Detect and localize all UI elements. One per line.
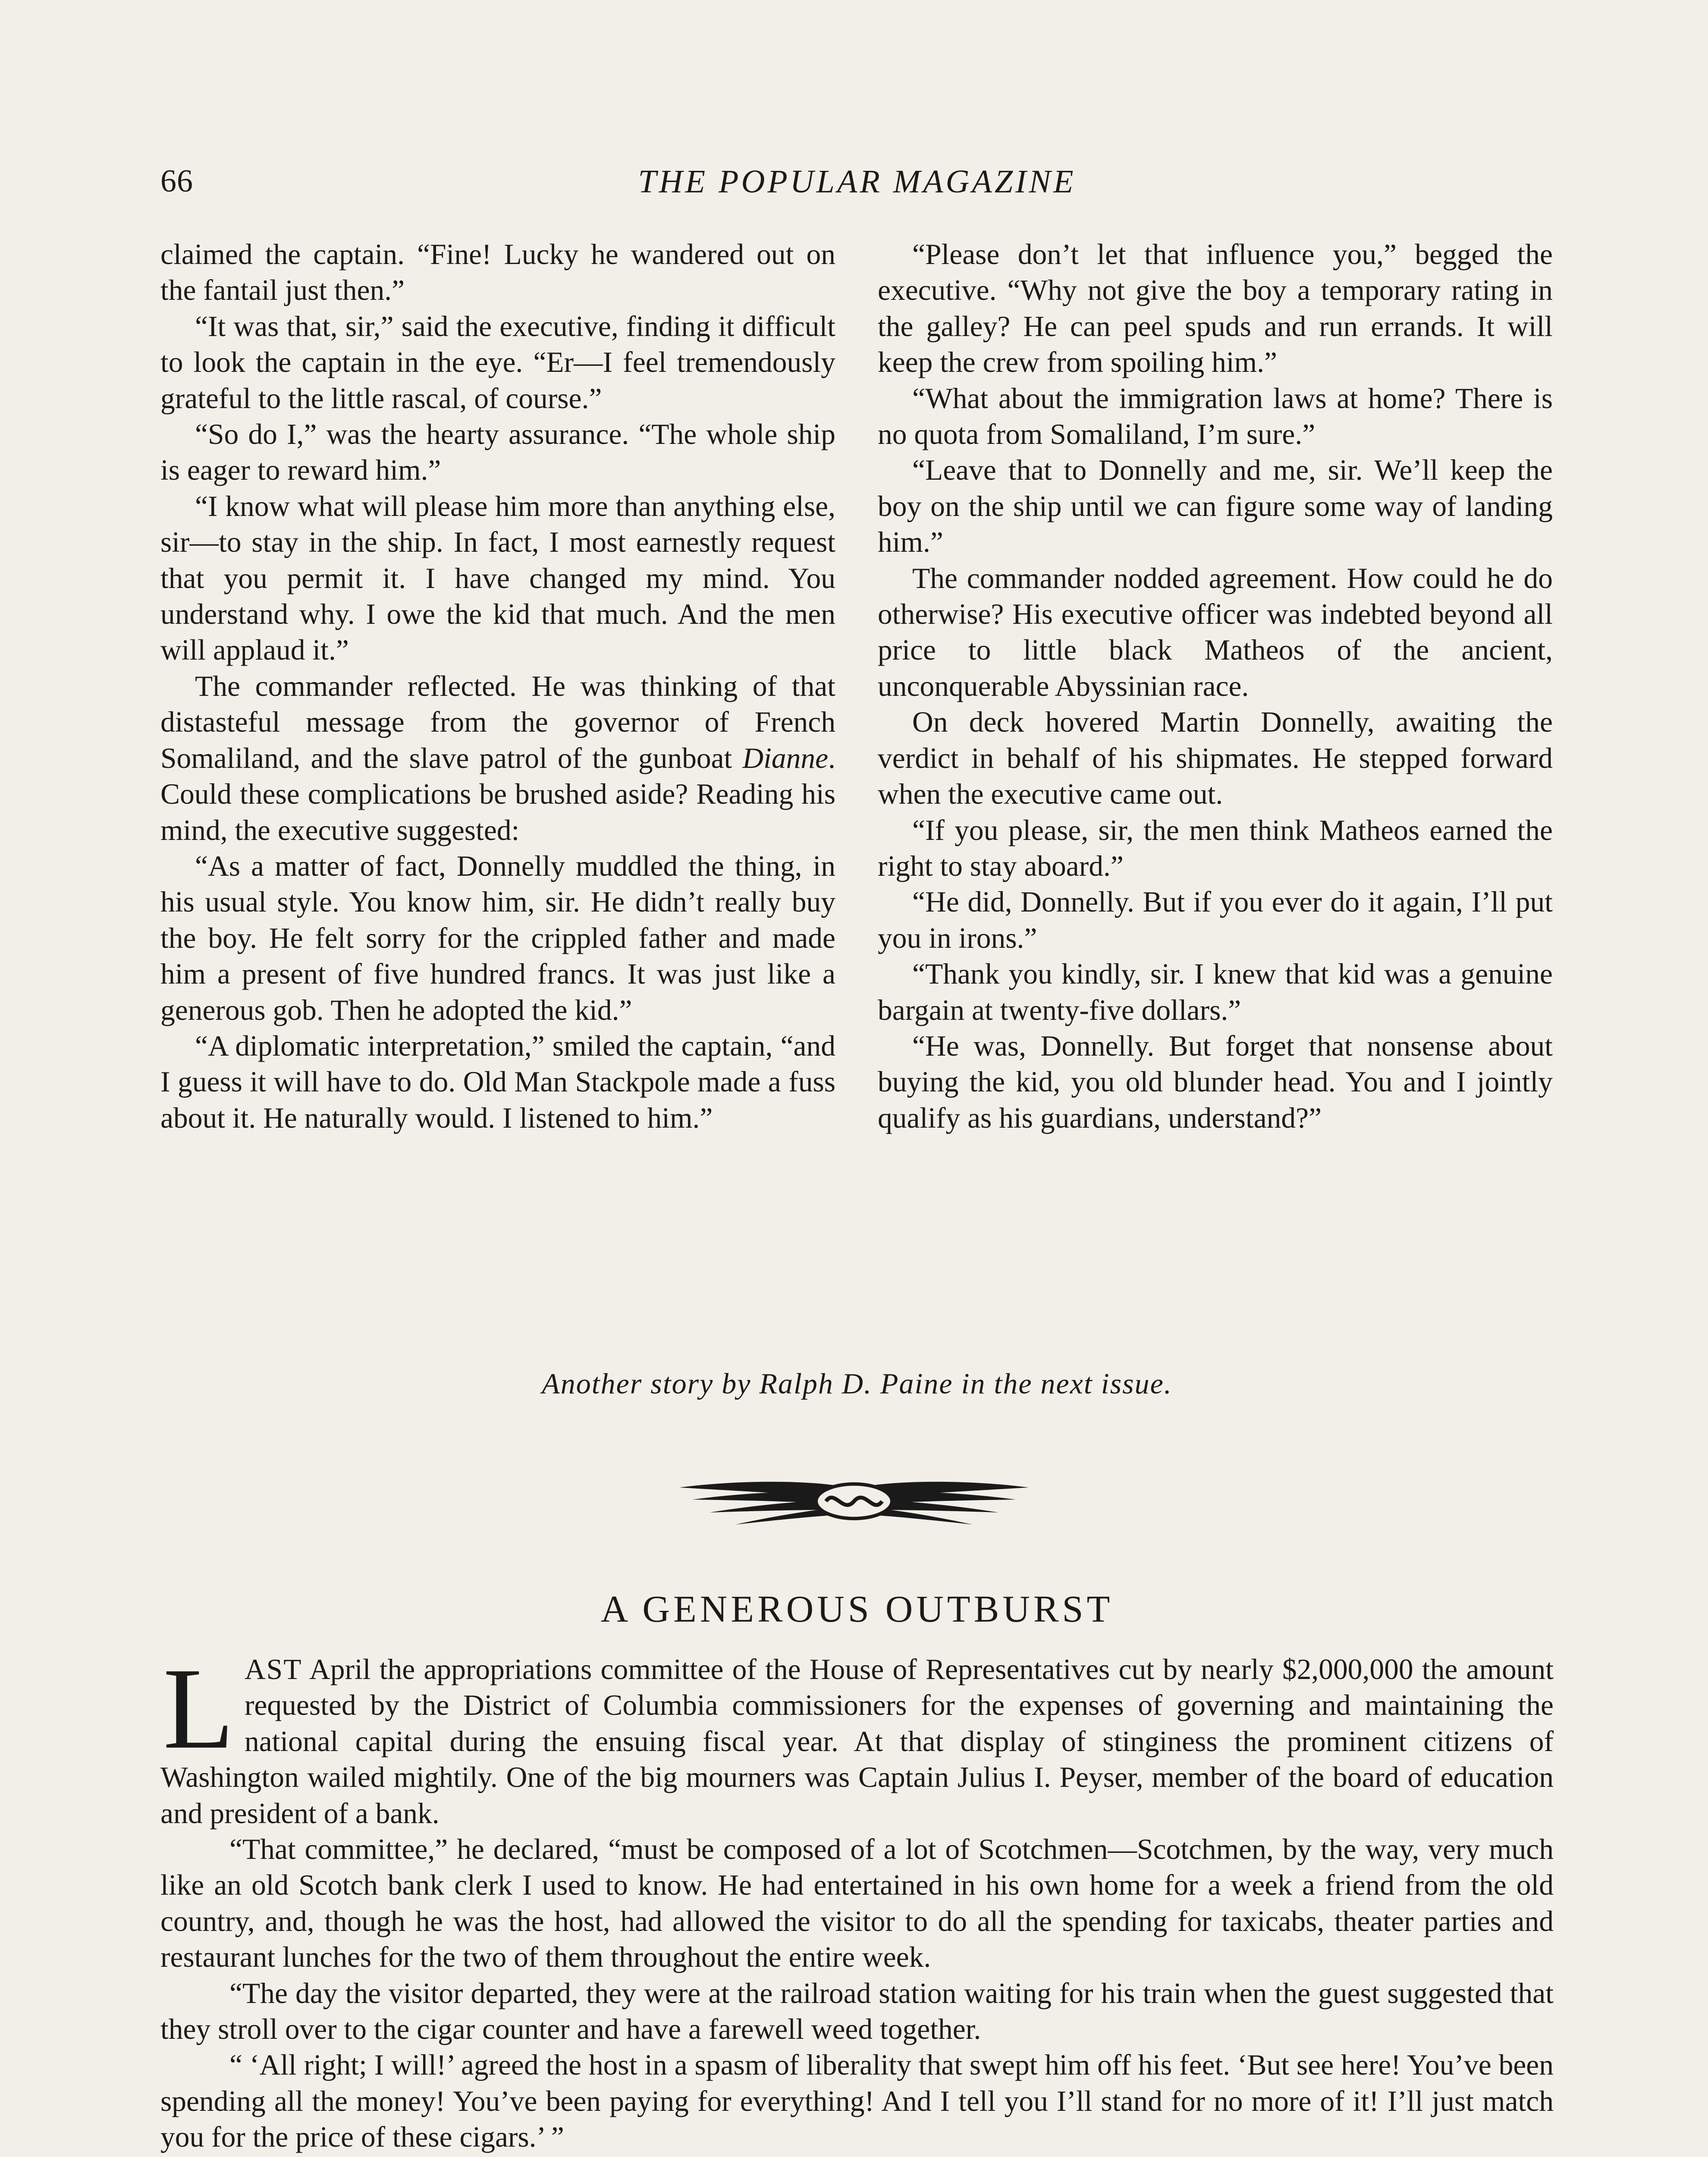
paragraph: “He did, Donnelly. But if you ever do it again, I’ll put you in irons.” [878, 886, 1553, 954]
paragraph: “Please don’t let that influence you,” begged the executive. “Why not give the boy a temporary rating in the galley? He can peel spuds and run errands. It will keep the crew from spoiling him.” [878, 238, 1553, 379]
paragraph: The commander nodded agreement. How could he do otherwise? His executive officer was indebted beyond all price to little black Matheos of the ancient, unconquerable Abyssinian race. [878, 562, 1553, 702]
right-column [878, 236, 1553, 1136]
winged-emblem-icon [671, 1462, 1037, 1540]
lead-text: April the appropriations committee of the House of Representatives cut by nearly $2,000,000 the amount requested by the District of Columbia commissioners for the expenses of governing and maintaining the national capital during the ensuing fiscal year. At that display of stinginess the prominent citizens of Washington wailed mightily. One of the big mourners was Captain Julius I. Peyser, member of the board of education and president of a bank. [160, 1653, 1554, 1830]
paragraph: “He was, Donnelly. But forget that nonsense about buying the kid, you old blunder head. You and I jointly qualify as his guardians, understand?” [878, 1029, 1553, 1134]
paragraph: “So do I,” was the hearty assurance. “The whole ship is eager to reward him.” [160, 418, 835, 487]
left-column [160, 236, 835, 1136]
paragraph: “I know what will please him more than anything else, sir—to stay in the ship. In fact, I most earnestly request that you permit it. I have changed my mind. You understand why. I owe the kid that much. And the men will applaud it.” [160, 490, 835, 667]
paragraph: “The day the visitor departed, they were at the railroad station waiting for his train when the guest suggested that they stroll over to the cigar counter and have a farewell weed together. [160, 1977, 1554, 2046]
paragraph: “As a matter of fact, Donnelly muddled the thing, in his usual style. You know him, sir. He didn’t really buy the boy. He felt sorry for the crippled father and made him a present of five hundred francs. It was just like a generous gob. Then he adopted the kid.” [160, 849, 835, 1026]
lead-word: AST [244, 1653, 302, 1685]
paragraph: “A diplomatic interpretation,” smiled the captain, “and I guess it will have to do. Old Man Stackpole made a fuss about it. He naturally would. I listened to him.” [160, 1029, 835, 1134]
lead-paragraph [160, 1644, 1554, 1831]
paragraph: “ ‘All right; I will!’ agreed the host in a spasm of liberality that swept him off his feet. ‘But see here! You’ve been spending all the money! You’ve been paying for everything! And I tell you I’ll stand for no more of it! I’ll just match you for the price of these cigars.’ ” [160, 2049, 1554, 2154]
paragraph: claimed the captain. “Fine! Lucky he wandered out on the fantail just then.” [160, 238, 835, 307]
page-header [160, 163, 1554, 215]
paragraph: “Leave that to Donnelly and me, sir. We’ll keep the boy on the ship until we can figure some way of landing him.” [878, 454, 1553, 559]
next-issue-note: Another story by Ralph D. Paine in the next issue. [542, 1367, 1172, 1400]
paragraph: “If you please, sir, the men think Matheos earned the right to stay aboard.” [878, 814, 1553, 882]
article-body [160, 1644, 1554, 2155]
paragraph: “What about the immigration laws at home? There is no quota from Somaliland, I’m sure.” [878, 382, 1553, 451]
paragraph: “That committee,” he declared, “must be composed of a lot of Scotchmen—Scotchmen, by the way, very much like an old Scotch bank clerk I used to know. He had entertained in his own home for a week a friend from the old country, and, though he was the host, had allowed the visitor to do all the spending for taxicabs, theater parties and restaurant lunches for the two of them throughout the entire week. [160, 1833, 1554, 1974]
page-number: 66 [160, 164, 193, 199]
paragraph: “It was that, sir,” said the executive, finding it difficult to look the captain in the eye. “Er—I feel tremendously grateful to the little rascal, of course.” [160, 310, 835, 415]
paragraph [160, 668, 835, 848]
running-head: THE POPULAR MAGAZINE [638, 164, 1076, 200]
paragraph: “Thank you kindly, sir. I knew that kid was a genuine bargain at twenty-five dollars.” [878, 958, 1553, 1026]
ship-name: Dianne [742, 742, 829, 774]
paragraph-text: The commander reflected. He was thinking of that distasteful message from the governor of French Somaliland, and the slave patrol of the gunboat [160, 670, 835, 774]
paragraph-text: . Could these complications be brushed aside? Reading his mind, the executive suggested: [160, 742, 835, 846]
paragraph: On deck hovered Martin Donnelly, awaiting the verdict in behalf of his shipmates. He stepped forward when the executive came out. [878, 706, 1553, 811]
article-title: A GENEROUS OUTBURST [600, 1588, 1114, 1630]
drop-cap: L [163, 1644, 234, 1773]
